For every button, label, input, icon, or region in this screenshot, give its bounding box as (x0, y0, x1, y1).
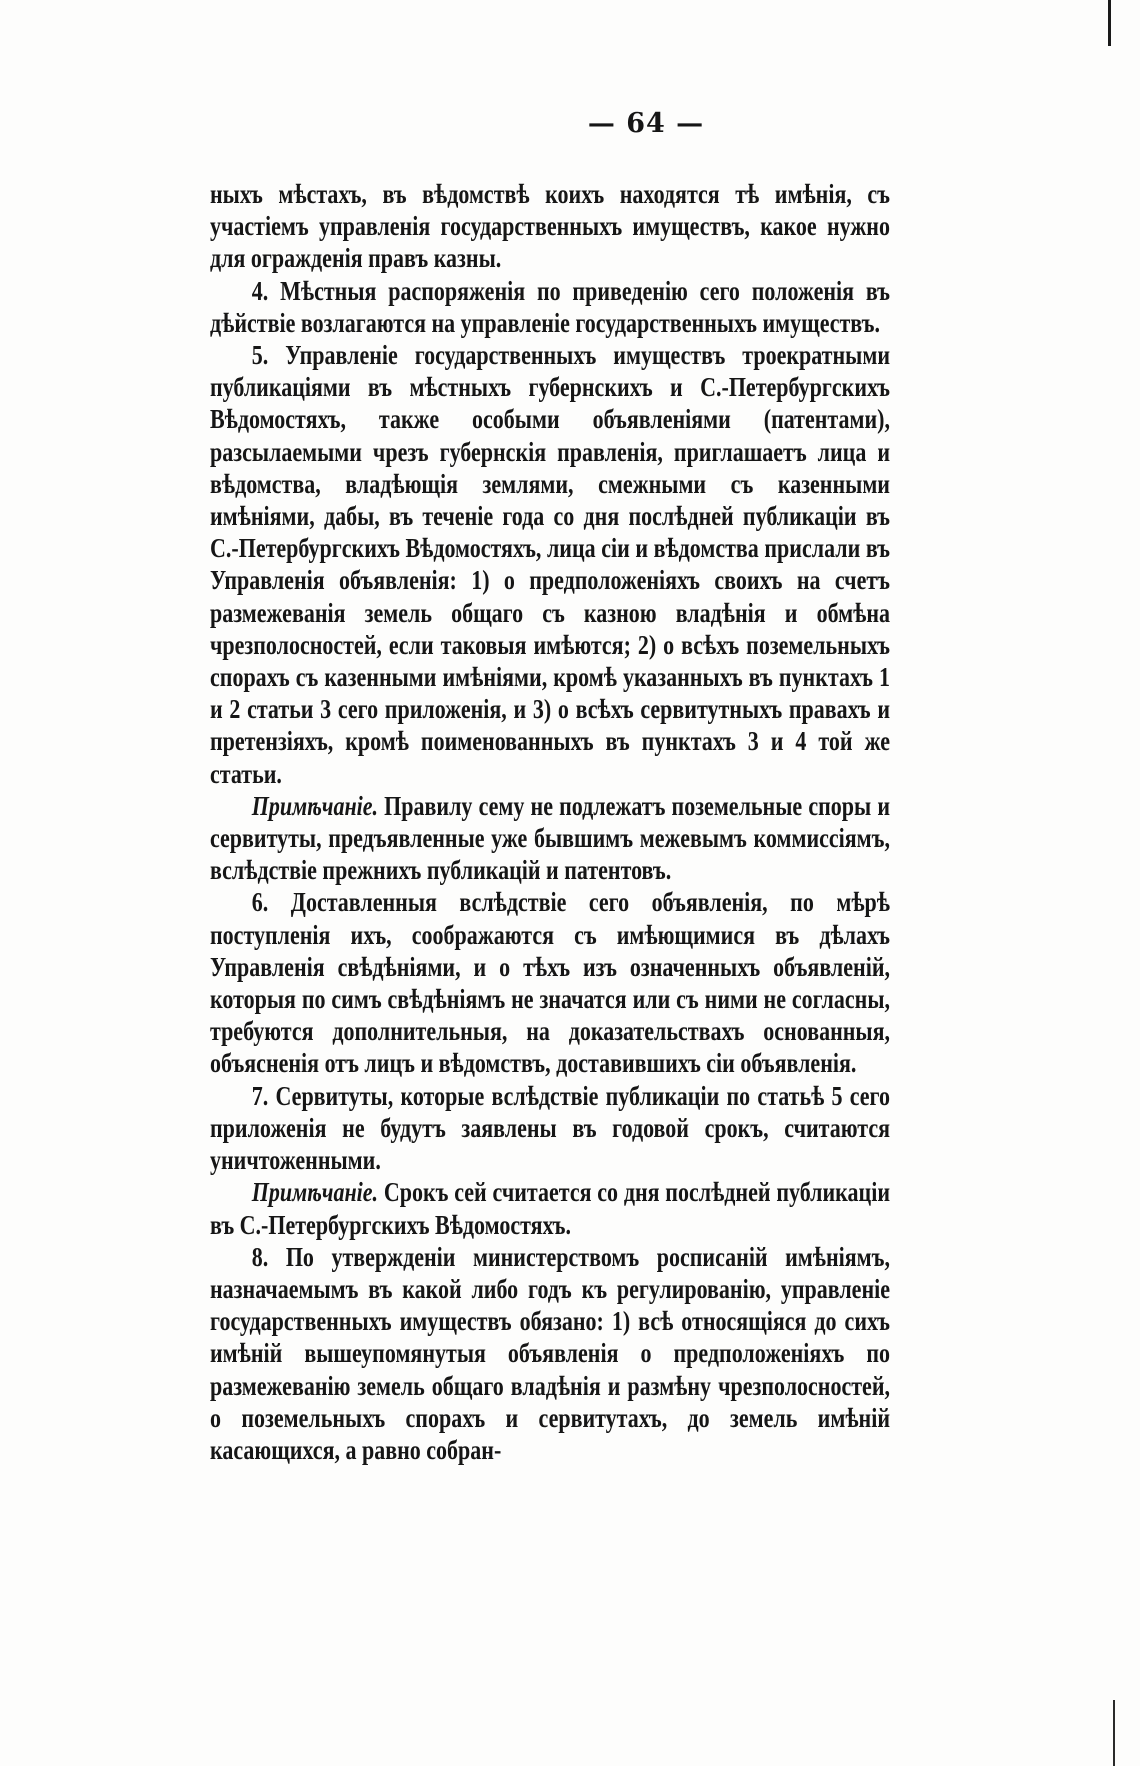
paragraph-text: Срокъ сей считается со дня послѣдней публикаціи въ С.-Петербургскихъ Вѣдомостяхъ. (210, 1176, 890, 1240)
paragraph-continuation (210, 178, 890, 275)
scan-edge-mark-right (1113, 1700, 1115, 1766)
note-label: Примѣчаніе. (251, 1176, 379, 1208)
paragraph-text: Правилу сему не подлежатъ поземельные споры и сервитуты, предъявленные уже бывшимъ межевымъ коммиссіямъ, вслѣдствіе прежнихъ публикацій и патентовъ. (210, 789, 890, 886)
note-label: Примѣчаніе. (251, 789, 379, 821)
paragraph-text: 6. Доставленныя вслѣдствіе сего объявленія, по мѣрѣ поступленія ихъ, соображаются съ имѣющимися въ дѣлахъ Управленія свѣдѣніями, и о тѣхъ изъ означенныхъ объявленій, которыя по симъ свѣдѣніямъ не значатся или съ ними не согласны, требуются дополнительныя, на доказательствахъ основанныя, объясненія отъ лицъ и вѣдомствъ, доставившихъ сіи объявленія. (210, 886, 891, 1079)
paragraph-text: 8. По утвержденіи министерствомъ росписаній имѣніямъ, назначаемымъ въ какой либо годъ къ регулированію, управленіе государственныхъ имуществъ обязано: 1) всѣ относящіяся до сихъ имѣній вышеупомянутыя объявленія о предположеніяхъ по размежеванію земель общаго владѣнія и размѣну чрезполосностей, о поземельныхъ спорахъ и сервитутахъ, до земель имѣній касающихся, а равно собран- (210, 1240, 891, 1465)
paragraph-text: 7. Сервитуты, которые вслѣдствіе публикаціи по статьѣ 5 сего приложенія не будутъ заявлены въ годовой срокъ, считаются уничтоженными. (210, 1079, 891, 1176)
paragraph-text: ныхъ мѣстахъ, въ вѣдомствѣ коихъ находятся тѣ имѣнія, съ участіемъ управленія государственныхъ имуществъ, какое нужно для огражденія правъ казны. (210, 178, 890, 274)
paragraph-item-6 (210, 886, 890, 1079)
paragraph-note-2 (210, 1176, 890, 1240)
page-number: — 64 — (587, 108, 705, 139)
paragraph-note-1 (210, 790, 890, 887)
paragraph-text: 5. Управленіе государственныхъ имуществъ троекратными публикаціями въ мѣстныхъ губернскихъ и С.-Петербургскихъ Вѣдомостяхъ, также особыми объявленіями (патентами), разсылаемыми чрезъ губернскія правленія, приглашаетъ лица и вѣдомства, владѣющія землями, смежными съ казенными имѣніями, дабы, въ теченіе года со дня послѣдней публикаціи въ С.-Петербургскихъ Вѣдомостяхъ, лица сіи и вѣдомства прислали въ Управленія объявленія: 1) о предположеніяхъ своихъ на счетъ размежеванія земель общаго съ казною владѣнія и обмѣна чрезполосностей, если таковыя имѣются; 2) о всѣхъ поземельныхъ спорахъ съ казенными имѣніями, кромѣ указанныхъ въ пунктахъ 1 и 2 статьи 3 сего приложенія, и 3) о всѣхъ сервитутныхъ правахъ и претензіяхъ, кромѣ поименованныхъ въ пунктахъ 3 и 4 той же статьи. (210, 339, 891, 789)
body-text (210, 178, 890, 1466)
paragraph-item-8 (210, 1241, 890, 1466)
paragraph-item-5 (210, 339, 890, 790)
paragraph-item-4 (210, 275, 890, 339)
paragraph-text: 4. Мѣстныя распоряженія по приведенію сего положенія въ дѣйствіе возлагаются на управленіе государственныхъ имуществъ. (210, 274, 891, 338)
scan-edge-mark-top (1108, 0, 1111, 46)
paragraph-item-7 (210, 1080, 890, 1177)
